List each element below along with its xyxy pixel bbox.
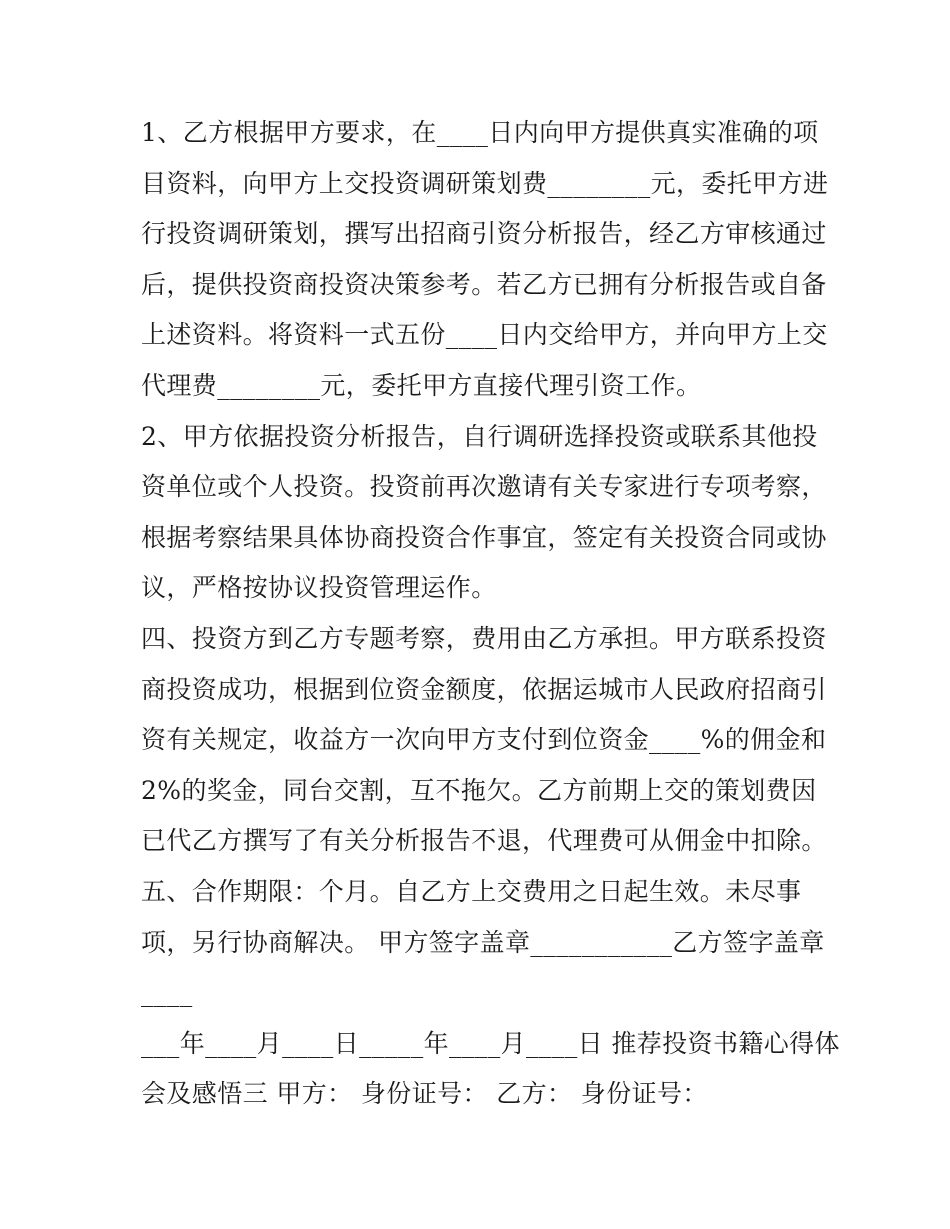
text-line: 四、投资方到乙方专题考察，费用由乙方承担。甲方联系投资 [141, 623, 827, 653]
text-line: 2、甲方依据投资分析报告，自行调研选择投资或联系其他投 [141, 421, 818, 451]
text-line: 项，另行协商解决。 甲方签字盖章___________乙方签字盖章 [141, 927, 825, 957]
text-line: 1、乙方根据甲方要求，在____日内向甲方提供真实准确的项 [141, 118, 819, 147]
text-line: 行投资调研策划，撰写出招商引资分析报告，经乙方审核通过 [141, 219, 827, 249]
text-line: 2%的奖金，同台交割，互不拖欠。乙方前期上交的策划费因 [141, 775, 817, 805]
text-line: 资有关规定，收益方一次向甲方支付到位资金____%的佣金和 [141, 725, 827, 755]
text-line: 目资料，向甲方上交投资调研策划费________元，委托甲方进 [141, 168, 829, 198]
text-line: 会及感悟三 甲方： 身份证号： 乙方： 身份证号： [141, 1079, 708, 1109]
text-line: 已代乙方撰写了有关分析报告不退，代理费可从佣金中扣除。 [141, 826, 827, 856]
document-body [141, 108, 840, 1120]
text-line: 资单位或个人投资。投资前再次邀请有关专家进行专项考察， [141, 472, 827, 502]
text-line: ____ [141, 978, 193, 1008]
text-line: 商投资成功，根据到位资金额度，依据运城市人民政府招商引 [141, 674, 827, 704]
text-line: ___年____月____日_____年____月____日 推荐投资书籍心得体 [141, 1028, 840, 1058]
text-line: 议，严格按协议投资管理运作。 [141, 573, 497, 603]
text-line: 上述资料。将资料一式五份____日内交给甲方，并向甲方上交 [141, 320, 828, 350]
text-line: 后，提供投资商投资决策参考。若乙方已拥有分析报告或自备 [141, 269, 827, 299]
text-line: 五、合作期限：个月。自乙方上交费用之日起生效。未尽事 [141, 876, 802, 906]
text-line: 根据考察结果具体协商投资合作事宜，签定有关投资合同或协 [141, 522, 827, 552]
text-line: 代理费________元，委托甲方直接代理引资工作。 [141, 370, 702, 400]
